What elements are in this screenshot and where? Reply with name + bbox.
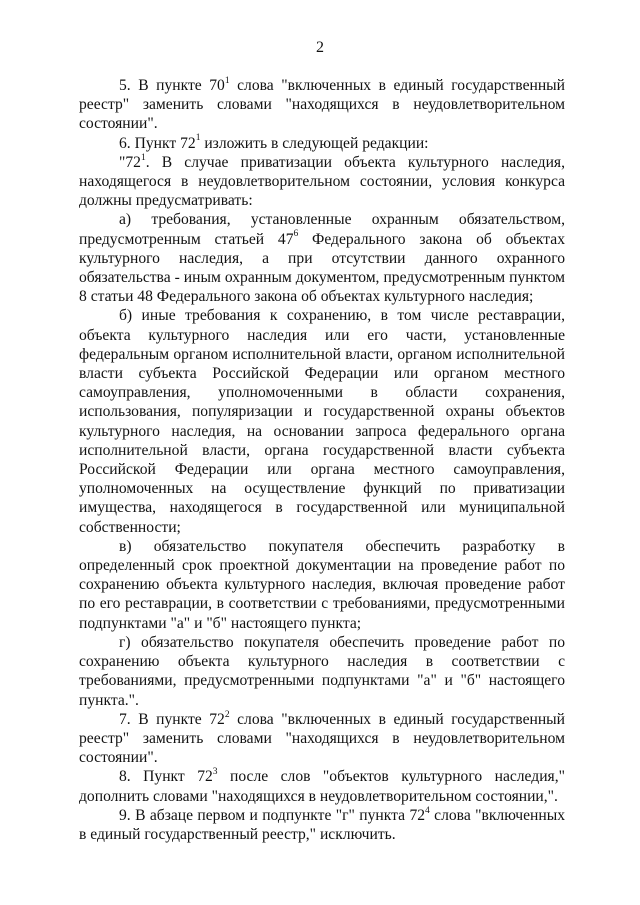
subparagraph-g — [79, 633, 565, 710]
document-body — [79, 76, 565, 844]
paragraph-text: слова "включенных в единый государственный реестр" заменить словами "находящихся в неудовлетворительном состоянии". — [79, 710, 566, 767]
paragraph-text: 6. Пункт 72 — [119, 134, 196, 152]
paragraph-text: 5. В пункте 70 — [119, 77, 225, 94]
paragraph-item-5 — [79, 76, 565, 134]
superscript: 6 — [293, 229, 299, 240]
paragraph-quoted-72-1 — [79, 153, 565, 211]
subparagraph-a — [79, 210, 565, 306]
paragraph-text: после слов "объектов культурного наследия," дополнить словами "находящихся в неудовлетворительном состоянии,". — [79, 768, 565, 805]
page-number: 2 — [316, 39, 324, 56]
superscript: 2 — [224, 709, 230, 720]
paragraph-text: г) обязательство покупателя обеспечить проведение работ по сохранению объекта культурного наследия в соответствии с требованиями, предусмотренными подпунктами "а" и "б" настоящего пункта.". — [79, 633, 565, 709]
superscript: 1 — [224, 75, 230, 86]
superscript: 1 — [195, 133, 201, 144]
paragraph-item-8 — [79, 767, 565, 805]
paragraph-text: . В случае приватизации объекта культурного наследия, находящегося в неудовлетворительном состоянии, условия конкурса должны предусматривать: — [79, 153, 565, 210]
paragraph-text: слова "включенных в единый государственный реестр," исключить. — [79, 806, 565, 843]
subparagraph-b — [79, 306, 565, 536]
paragraph-text: Федерального закона об объектах культурного наследия, а при отсутствии данного охранного обязательства - иным охранным документом, предусмотренным пунктом 8 статьи 48 Федерального закона об объектах культурного наследия; — [79, 230, 565, 306]
paragraph-text: а) требования, установленные охранным обязательством, предусмотренным статьей 47 — [79, 211, 565, 248]
paragraph-text: изложить в следующей редакции: — [200, 134, 429, 152]
superscript: 3 — [212, 767, 218, 778]
superscript: 4 — [425, 805, 430, 816]
paragraph-item-7 — [79, 710, 565, 768]
paragraph-item-9 — [79, 806, 565, 844]
paragraph-text: 9. В абзаце первом и подпункте "г" пункта 72 — [119, 806, 426, 824]
paragraph-text: 8. Пункт 72 — [119, 768, 213, 786]
paragraph-item-6 — [79, 134, 565, 153]
paragraph-text: в) обязательство покупателя обеспечить разработку в определенный срок проектной документации на проведение работ по сохранению объекта культурного наследия, включая проведение работ по его реставрации, в соответствии с требованиями, предусмотренными подпунктами "а" и "б" настоящего пункта; — [79, 537, 565, 632]
subparagraph-v — [79, 537, 565, 633]
paragraph-text: слова "включенных в единый государственный реестр" заменить словами "находящихся в неудовлетворительном состоянии". — [79, 77, 566, 133]
paragraph-text: "72 — [119, 153, 141, 171]
superscript: 1 — [140, 152, 146, 163]
paragraph-text: б) иные требования к сохранению, в том числе реставрации, объекта культурного наследия или его части, установленные федеральным органом исполнительной власти, органом исполнительной власти субъекта Российской Федерации или органом местного самоуправления, уполномоченными в области сохранения, использования, популяризации и государственной охраны объектов культурного наследия, на основании запроса федерального органа исполнительной власти, органа государственной власти субъекта Российской Федерации или органа местного самоуправления, уполномоченных на осуществление функций по приватизации имущества, находящегося в государственной или муниципальной собственности; — [79, 307, 565, 536]
paragraph-text: 7. В пункте 72 — [119, 710, 225, 728]
